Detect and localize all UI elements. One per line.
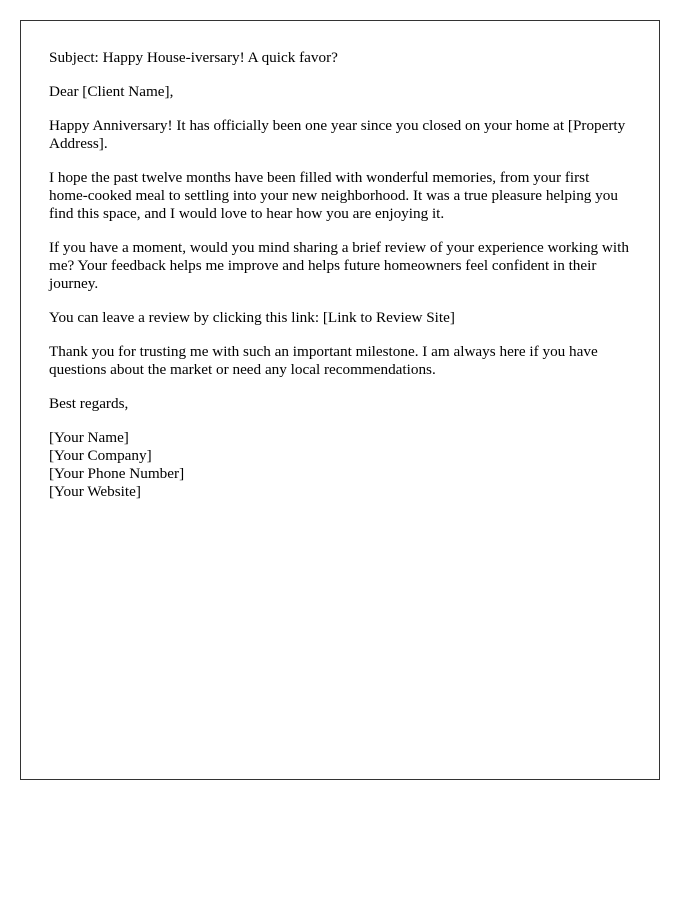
signature-name: [Your Name] bbox=[49, 429, 129, 446]
letter-paragraph-anniversary: Happy Anniversary! It has officially been one year since you closed on your home at [Property Address]. bbox=[49, 117, 626, 152]
signature-block bbox=[49, 429, 631, 501]
letter-paragraph-review-link: You can leave a review by clicking this link: [Link to Review Site] bbox=[49, 309, 455, 326]
letter-document bbox=[20, 20, 660, 780]
letter-paragraph-thanks: Thank you for trusting me with such an important milestone. I am always here if you have questions about the market or need any local recommendations. bbox=[49, 343, 598, 378]
signature-website: [Your Website] bbox=[49, 483, 141, 500]
letter-paragraph-memories: I hope the past twelve months have been filled with wonderful memories, from your first home-cooked meal to settling into your new neighborhood. It was a true pleasure helping you find this space, and I would love to hear how you are enjoying it. bbox=[49, 169, 618, 222]
letter-paragraph-review-request: If you have a moment, would you mind sharing a brief review of your experience working with me? Your feedback helps me improve and helps future homeowners feel confident in their journey. bbox=[49, 239, 629, 292]
letter-subject: Subject: Happy House-iversary! A quick favor? bbox=[49, 49, 338, 66]
letter-greeting: Dear [Client Name], bbox=[49, 83, 174, 100]
signature-phone: [Your Phone Number] bbox=[49, 465, 185, 482]
signature-company: [Your Company] bbox=[49, 447, 152, 464]
letter-closing: Best regards, bbox=[49, 395, 129, 412]
